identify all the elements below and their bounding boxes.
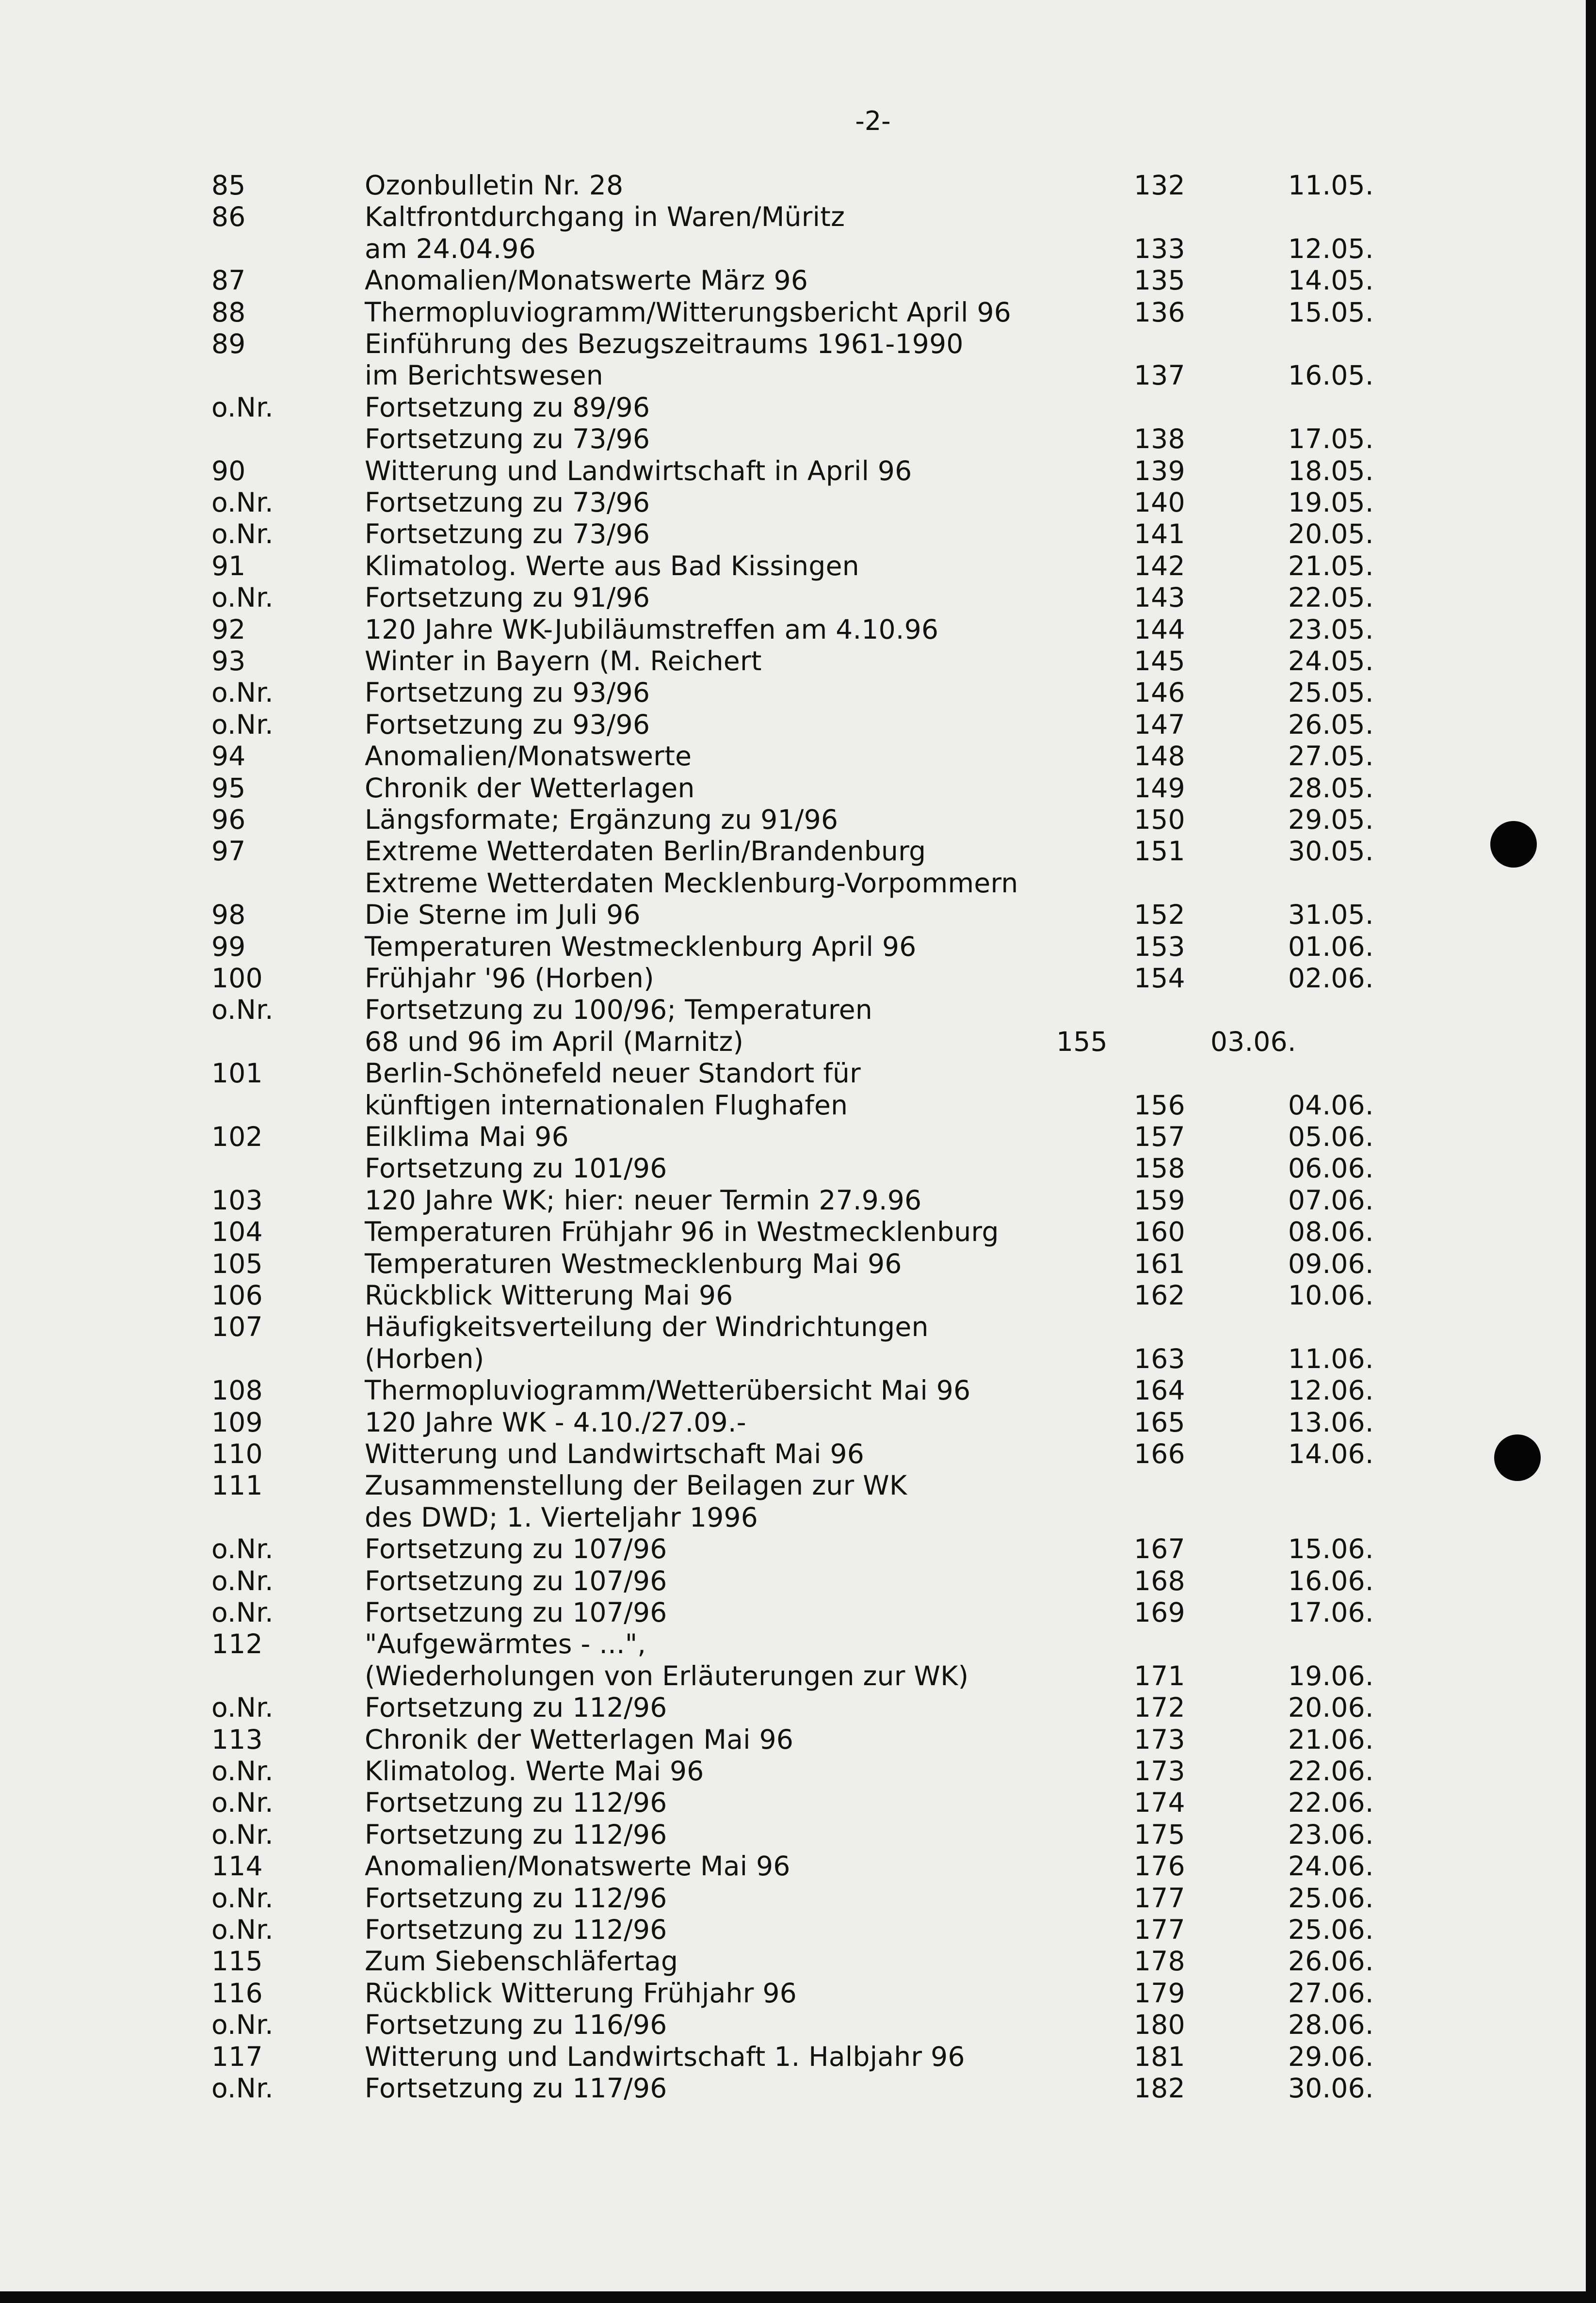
entry-date: 27.05.	[1288, 741, 1374, 772]
entry-number: o.Nr.	[211, 1819, 274, 1850]
entry-date: 21.06.	[1288, 1723, 1374, 1755]
entry-title-line: Chronik der Wetterlagen	[365, 772, 695, 804]
entry-number: 101	[211, 1058, 263, 1089]
entry-title-line: Die Sterne im Juli 96	[365, 899, 641, 931]
entry-page: 136	[1134, 296, 1185, 328]
entry-date: 11.05.	[1288, 170, 1374, 201]
entry-title-line: 120 Jahre WK-Jubiläumstreffen am 4.10.96	[365, 613, 939, 645]
entry-title-line: Fortsetzung zu 112/96	[365, 1787, 667, 1819]
entry-date: 19.06.	[1288, 1660, 1374, 1691]
list-item	[0, 1375, 1586, 1406]
entry-date: 07.06.	[1288, 1184, 1374, 1216]
list-item	[0, 1755, 1586, 1787]
entry-page: 147	[1134, 709, 1185, 740]
entry-number: o.Nr.	[211, 1755, 274, 1787]
entry-title-line: Fortsetzung zu 112/96	[365, 1882, 667, 1914]
list-item	[0, 392, 1586, 455]
entry-number: o.Nr.	[211, 2073, 274, 2104]
entry-title-line: Witterung und Landwirtschaft 1. Halbjahr 96	[365, 2041, 965, 2072]
entry-number: 89	[211, 328, 246, 359]
entry-page: 175	[1134, 1819, 1185, 1850]
entry-date: 06.06.	[1288, 1153, 1374, 1184]
list-item	[0, 963, 1586, 994]
entry-number: 95	[211, 772, 246, 804]
entry-date: 02.06.	[1288, 963, 1374, 994]
entry-date: 04.06.	[1288, 1089, 1374, 1121]
entry-date: 28.05.	[1288, 772, 1374, 804]
entry-number: o.Nr.	[211, 2009, 274, 2041]
entry-page: 133	[1134, 233, 1185, 264]
entry-title-line: Temperaturen Frühjahr 96 in Westmecklenburg	[365, 1216, 999, 1248]
entry-number: 116	[211, 1977, 263, 2009]
entry-date: 10.06.	[1288, 1280, 1374, 1311]
entry-title-line: Klimatolog. Werte aus Bad Kissingen	[365, 550, 859, 581]
entry-page: 137	[1134, 360, 1185, 391]
entry-title-line: Winter in Bayern (M. Reichert	[365, 645, 762, 676]
entry-number: 110	[211, 1438, 263, 1469]
entry-number: 85	[211, 170, 246, 201]
entry-date: 23.06.	[1288, 1819, 1374, 1850]
list-item	[0, 773, 1586, 804]
entry-number: 97	[211, 836, 246, 867]
entry-page: 143	[1134, 582, 1185, 613]
list-item	[0, 487, 1586, 518]
list-item	[0, 836, 1586, 899]
entry-number: 90	[211, 455, 246, 486]
list-item	[0, 1438, 1586, 1470]
entry-page: 174	[1134, 1787, 1185, 1819]
list-item	[0, 265, 1586, 296]
list-item	[0, 741, 1586, 772]
entry-page: 153	[1134, 931, 1185, 962]
entry-number: 86	[211, 201, 246, 233]
entry-number: o.Nr.	[211, 1914, 274, 1945]
entry-title-line: Fortsetzung zu 107/96	[365, 1565, 667, 1596]
entry-date: 25.06.	[1288, 1882, 1374, 1914]
entry-number: 99	[211, 931, 246, 962]
list-item	[0, 1407, 1586, 1438]
entry-date: 15.05.	[1288, 296, 1374, 328]
entry-page: 138	[1134, 423, 1185, 455]
entry-date: 23.05.	[1288, 613, 1374, 645]
list-item	[0, 1311, 1586, 1375]
entry-title-line: Fortsetzung zu 112/96	[365, 1914, 667, 1945]
entry-title-line: Fortsetzung zu 91/96	[365, 582, 650, 613]
entry-page: 159	[1134, 1184, 1185, 1216]
entry-date: 30.05.	[1288, 836, 1374, 867]
entry-title-line: Fortsetzung zu 73/96	[365, 423, 650, 455]
list-item	[0, 709, 1586, 741]
entry-number: o.Nr.	[211, 677, 274, 709]
list-item	[0, 328, 1586, 392]
entry-date: 13.06.	[1288, 1406, 1374, 1438]
list-item	[0, 994, 1586, 1058]
entry-page: 142	[1134, 550, 1185, 581]
entry-date: 12.06.	[1288, 1375, 1374, 1406]
entry-title-line: Zum Siebenschläfertag	[365, 1946, 678, 1977]
punch-hole	[1490, 821, 1537, 868]
entry-number: 115	[211, 1946, 263, 1977]
entry-date: 22.06.	[1288, 1755, 1374, 1787]
entry-date: 28.06.	[1288, 2009, 1374, 2041]
entry-title-line: 120 Jahre WK - 4.10./27.09.-	[365, 1406, 746, 1438]
entry-number: 106	[211, 1280, 263, 1311]
entry-title-line: Extreme Wetterdaten Mecklenburg-Vorpommern	[365, 867, 1018, 899]
entry-title-line: 68 und 96 im April (Marnitz)	[365, 1026, 744, 1057]
list-item	[0, 1280, 1586, 1311]
entry-page: 179	[1134, 1977, 1185, 2009]
entry-date: 25.05.	[1288, 677, 1374, 709]
list-item	[0, 645, 1586, 677]
entry-date: 11.06.	[1288, 1343, 1374, 1374]
entry-page: 148	[1134, 741, 1185, 772]
entry-title-line: Fortsetzung zu 117/96	[365, 2073, 667, 2104]
entry-number: 107	[211, 1311, 263, 1343]
entry-title-line: des DWD; 1. Vierteljahr 1996	[365, 1501, 758, 1533]
entry-number: 91	[211, 550, 246, 581]
entry-number: o.Nr.	[211, 709, 274, 740]
entry-date: 29.06.	[1288, 2041, 1374, 2072]
entry-number: 109	[211, 1406, 263, 1438]
entry-date: 24.05.	[1288, 645, 1374, 676]
entry-title-line: Fortsetzung zu 73/96	[365, 518, 650, 550]
entry-title-line: Anomalien/Monatswerte März 96	[365, 265, 808, 296]
entry-title-line: Witterung und Landwirtschaft in April 96	[365, 455, 912, 486]
entry-title-line: Fortsetzung zu 100/96; Temperaturen	[365, 994, 873, 1026]
entry-title-line: 120 Jahre WK; hier: neuer Termin 27.9.96	[365, 1184, 922, 1216]
entry-page: 178	[1134, 1946, 1185, 1977]
entry-title-line: Fortsetzung zu 112/96	[365, 1819, 667, 1850]
entry-date: 25.06.	[1288, 1914, 1374, 1945]
entry-number: o.Nr.	[211, 1692, 274, 1723]
list-item	[0, 1819, 1586, 1851]
entry-title-line: Fortsetzung zu 89/96	[365, 391, 650, 423]
list-item	[0, 1883, 1586, 1914]
list-item	[0, 2073, 1586, 2104]
entry-date: 24.06.	[1288, 1851, 1374, 1882]
list-item	[0, 1851, 1586, 1882]
entry-page: 145	[1134, 645, 1185, 676]
entry-date: 26.05.	[1288, 709, 1374, 740]
entry-date: 20.05.	[1288, 518, 1374, 550]
entry-page: 132	[1134, 170, 1185, 201]
entry-date: 05.06.	[1288, 1121, 1374, 1152]
entry-title-line: Thermopluviogramm/Wetterübersicht Mai 96	[365, 1375, 971, 1406]
entry-date: 22.06.	[1288, 1787, 1374, 1819]
entry-title-line: im Berichtswesen	[365, 360, 604, 391]
entry-number: o.Nr.	[211, 518, 274, 550]
entry-date: 12.05.	[1288, 233, 1374, 264]
entry-page: 160	[1134, 1216, 1185, 1248]
entry-page: 177	[1134, 1882, 1185, 1914]
entry-title-line: Fortsetzung zu 101/96	[365, 1153, 667, 1184]
entry-page: 161	[1134, 1248, 1185, 1279]
entry-date: 20.06.	[1288, 1692, 1374, 1723]
list-item	[0, 1216, 1586, 1248]
entry-title-line: Zusammenstellung der Beilagen zur WK	[365, 1470, 907, 1501]
entry-title-line: Anomalien/Monatswerte Mai 96	[365, 1851, 790, 1882]
list-item	[0, 931, 1586, 963]
entry-page: 155	[1056, 1026, 1108, 1057]
entry-number: o.Nr.	[211, 1882, 274, 1914]
entry-title-line: (Horben)	[365, 1343, 484, 1374]
list-item	[0, 804, 1586, 836]
list-item	[0, 1153, 1586, 1184]
entry-title-line: Ozonbulletin Nr. 28	[365, 170, 624, 201]
entry-date: 22.05.	[1288, 582, 1374, 613]
list-item	[0, 582, 1586, 613]
page-number: -2-	[855, 106, 891, 136]
entry-date: 14.05.	[1288, 265, 1374, 296]
entry-page: 139	[1134, 455, 1185, 486]
entry-number: 100	[211, 963, 263, 994]
entry-date: 18.05.	[1288, 455, 1374, 486]
list-item	[0, 677, 1586, 709]
entry-number: 102	[211, 1121, 263, 1152]
entry-date: 16.06.	[1288, 1565, 1374, 1596]
list-item	[0, 1692, 1586, 1723]
entry-page: 154	[1134, 963, 1185, 994]
entry-page: 152	[1134, 899, 1185, 931]
entry-title-line: Berlin-Schönefeld neuer Standort für	[365, 1058, 861, 1089]
entry-title-line: Chronik der Wetterlagen Mai 96	[365, 1723, 794, 1755]
entry-date: 03.06.	[1210, 1026, 1296, 1057]
entry-title-line: Rückblick Witterung Frühjahr 96	[365, 1977, 797, 2009]
list-item	[0, 1787, 1586, 1819]
entry-title-line: Fortsetzung zu 107/96	[365, 1597, 667, 1628]
entry-title-line: Fortsetzung zu 116/96	[365, 2009, 667, 2041]
entry-number: o.Nr.	[211, 582, 274, 613]
entry-number: o.Nr.	[211, 487, 274, 518]
entry-date: 15.06.	[1288, 1533, 1374, 1565]
entry-date: 17.06.	[1288, 1597, 1374, 1628]
entry-date: 30.06.	[1288, 2073, 1374, 2104]
list-item	[0, 518, 1586, 550]
entry-page: 158	[1134, 1153, 1185, 1184]
entry-date: 19.05.	[1288, 487, 1374, 518]
entry-number: 112	[211, 1628, 263, 1660]
entry-title-line: Extreme Wetterdaten Berlin/Brandenburg	[365, 836, 926, 867]
entry-number: o.Nr.	[211, 994, 274, 1026]
entry-title-line: Fortsetzung zu 112/96	[365, 1692, 667, 1723]
entry-date: 29.05.	[1288, 804, 1374, 835]
entry-title-line: Eilklima Mai 96	[365, 1121, 569, 1152]
entry-title-line: (Wiederholungen von Erläuterungen zur WK)	[365, 1660, 969, 1691]
entry-date: 27.06.	[1288, 1977, 1374, 2009]
entry-page: 144	[1134, 613, 1185, 645]
entry-title-line: Längsformate; Ergänzung zu 91/96	[365, 804, 838, 835]
entry-date: 09.06.	[1288, 1248, 1374, 1279]
list-item	[0, 1724, 1586, 1755]
list-item	[0, 1565, 1586, 1597]
entry-page: 167	[1134, 1533, 1185, 1565]
entry-number: 98	[211, 899, 246, 931]
entry-title-line: am 24.04.96	[365, 233, 536, 264]
entry-number: 96	[211, 804, 246, 835]
entry-page: 149	[1134, 772, 1185, 804]
entry-page: 140	[1134, 487, 1185, 518]
list-item	[0, 614, 1586, 645]
entry-number: 88	[211, 296, 246, 328]
entry-title-line: Kaltfrontdurchgang in Waren/Müritz	[365, 201, 845, 233]
list-item	[0, 201, 1586, 265]
entry-number: 93	[211, 645, 246, 676]
entry-page: 163	[1134, 1343, 1185, 1374]
entry-number: 94	[211, 741, 246, 772]
entry-page: 141	[1134, 518, 1185, 550]
entry-page: 135	[1134, 265, 1185, 296]
list-item	[0, 1597, 1586, 1628]
entry-number: o.Nr.	[211, 1597, 274, 1628]
entry-page: 176	[1134, 1851, 1185, 1882]
entry-title-line: Fortsetzung zu 107/96	[365, 1533, 667, 1565]
entry-title-line: "Aufgewärmtes - ...",	[365, 1628, 646, 1660]
entry-title-line: Witterung und Landwirtschaft Mai 96	[365, 1438, 865, 1469]
entry-number: 117	[211, 2041, 263, 2072]
entry-number: 92	[211, 613, 246, 645]
entry-page: 146	[1134, 677, 1185, 709]
entry-page: 173	[1134, 1723, 1185, 1755]
list-item	[0, 1628, 1586, 1692]
entry-title-line: Temperaturen Westmecklenburg April 96	[365, 931, 917, 962]
entry-page: 171	[1134, 1660, 1185, 1691]
entry-page: 182	[1134, 2073, 1185, 2104]
list-item	[0, 899, 1586, 931]
entry-page: 164	[1134, 1375, 1185, 1406]
entry-number: o.Nr.	[211, 1787, 274, 1819]
list-item	[0, 550, 1586, 582]
entry-page: 168	[1134, 1565, 1185, 1596]
entry-page: 165	[1134, 1406, 1185, 1438]
entry-title-line: Frühjahr '96 (Horben)	[365, 963, 654, 994]
entry-page: 181	[1134, 2041, 1185, 2072]
entry-title-line: Fortsetzung zu 93/96	[365, 709, 650, 740]
list-item	[0, 170, 1586, 201]
entry-title-line: Fortsetzung zu 73/96	[365, 487, 650, 518]
entry-title-line: Einführung des Bezugszeitraums 1961-1990	[365, 328, 964, 359]
entry-title-line: Thermopluviogramm/Witterungsbericht April 96	[365, 296, 1012, 328]
list-item	[0, 2009, 1586, 2041]
entry-date: 14.06.	[1288, 1438, 1374, 1469]
list-item	[0, 297, 1586, 328]
entry-number: 103	[211, 1184, 263, 1216]
punch-hole	[1494, 1434, 1541, 1481]
entry-page: 173	[1134, 1755, 1185, 1787]
list-item	[0, 1470, 1586, 1533]
entry-title-line: Häufigkeitsverteilung der Windrichtungen	[365, 1311, 929, 1343]
entry-date: 26.06.	[1288, 1946, 1374, 1977]
entry-title-line: Klimatolog. Werte Mai 96	[365, 1755, 704, 1787]
entry-number: 114	[211, 1851, 263, 1882]
list-item	[0, 1978, 1586, 2009]
entry-page: 169	[1134, 1597, 1185, 1628]
entry-number: o.Nr.	[211, 391, 274, 423]
entry-date: 08.06.	[1288, 1216, 1374, 1248]
entry-number: o.Nr.	[211, 1565, 274, 1596]
entry-number: 108	[211, 1375, 263, 1406]
entry-number: o.Nr.	[211, 1533, 274, 1565]
entry-page: 162	[1134, 1280, 1185, 1311]
entry-number: 105	[211, 1248, 263, 1279]
list-item	[0, 1248, 1586, 1280]
list-item	[0, 1914, 1586, 1946]
entry-title-line: Anomalien/Monatswerte	[365, 741, 692, 772]
entry-date: 16.05.	[1288, 360, 1374, 391]
list-item	[0, 1185, 1586, 1216]
entry-page: 157	[1134, 1121, 1185, 1152]
entry-date: 17.05.	[1288, 423, 1374, 455]
entry-number: 111	[211, 1470, 263, 1501]
entry-date: 21.05.	[1288, 550, 1374, 581]
entry-title-line: Temperaturen Westmecklenburg Mai 96	[365, 1248, 902, 1279]
entry-title-line: künftigen internationalen Flughafen	[365, 1089, 848, 1121]
list-item	[0, 1946, 1586, 1977]
entry-page: 156	[1134, 1089, 1185, 1121]
entry-number: 87	[211, 265, 246, 296]
entry-page: 150	[1134, 804, 1185, 835]
entry-title-line: Fortsetzung zu 93/96	[365, 677, 650, 709]
list-item	[0, 1058, 1586, 1121]
list-item	[0, 1121, 1586, 1153]
entry-number: 113	[211, 1723, 263, 1755]
entry-page: 180	[1134, 2009, 1185, 2041]
entry-page: 177	[1134, 1914, 1185, 1945]
list-item	[0, 455, 1586, 487]
entry-page: 172	[1134, 1692, 1185, 1723]
entry-title-line: Rückblick Witterung Mai 96	[365, 1280, 733, 1311]
entry-date: 01.06.	[1288, 931, 1374, 962]
entry-page: 151	[1134, 836, 1185, 867]
list-item	[0, 1533, 1586, 1565]
entry-number: 104	[211, 1216, 263, 1248]
list-item	[0, 2041, 1586, 2073]
entry-page: 166	[1134, 1438, 1185, 1469]
entry-date: 31.05.	[1288, 899, 1374, 931]
